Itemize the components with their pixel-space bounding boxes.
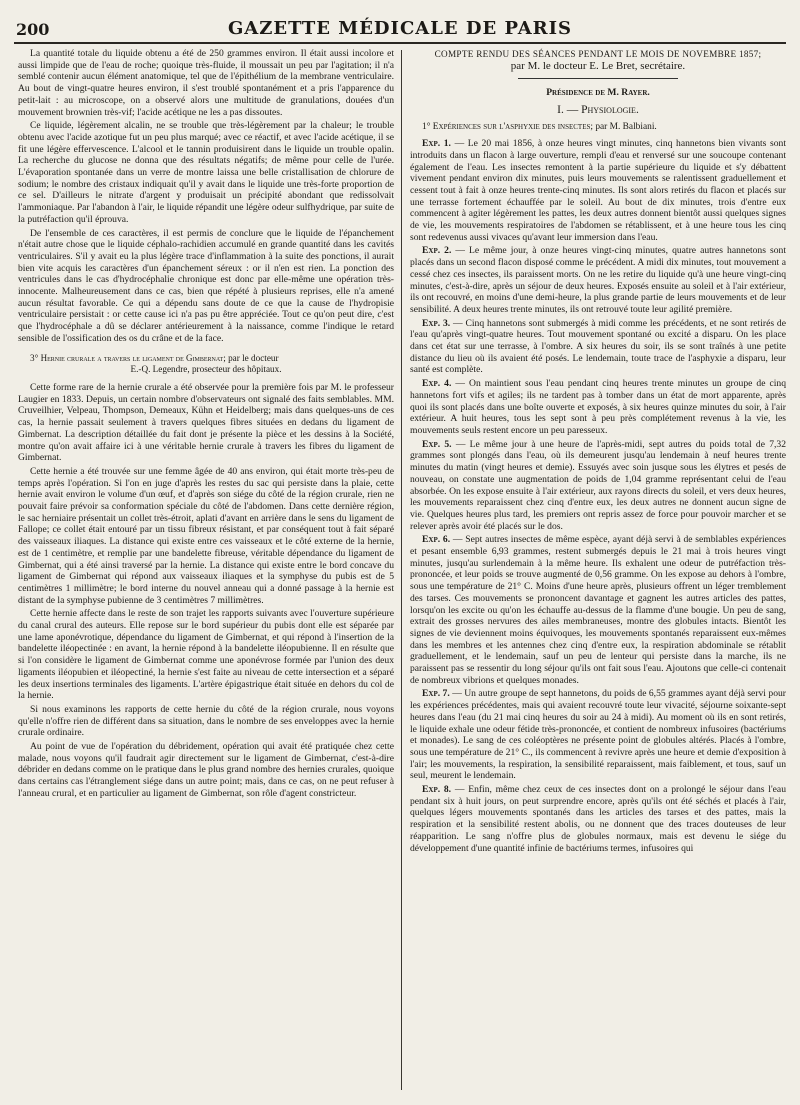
experiment-label: Exp. 8.: [422, 784, 452, 796]
section-author: E.-Q. Legendre, prosecteur des hôpitaux.: [130, 364, 282, 375]
experiment-paragraph: [410, 534, 786, 686]
experiment-paragraph: [410, 245, 786, 315]
experiment-text: — Le 20 mai 1856, à onze heures vingt minutes, cinq hannetons bien vivants sont introduits dans un flacon à large ouverture, rempli d'eau et renversé sur une soucoupe contenant également de l'eau. Les insectes remontent à la partie supérieure du liquide et s'y débattent vivement pendant environ dix minutes, puis leurs mouvements se ralentissent graduellement et cessent tout à fait à onze heures trente-cinq minutes. Ils sont alors retirés du flacon et placés sur une terrasse fortement échauffée par le soleil. Au bout de dix minutes, trois d'entre eux commencent à agiter légèrement les pattes, les deux autres donnent bientôt aussi quelques signes de vie, les mouvements respiratoires de l'abdomen se rétablissent, et à une heure tous les cinq sont redevenus aussi vivaces qu'avant leur immersion dans l'eau.: [410, 138, 786, 243]
section-number: 3°: [30, 352, 39, 363]
sub-title-author: ; par M. Balbiani.: [590, 122, 657, 133]
experiment-paragraph: [410, 138, 786, 243]
experiment-label: Exp. 2.: [422, 245, 452, 257]
experiment-text: — Cinq hannetons sont submergés à midi comme les précédents, et ne sont retirés de l'eau qu'après vingt-quatre heures. Tout mouvement spontané ou excité a disparu. On les place dans cet état sur une terrasse, à l'ombre. A six heures du soir, ils se sont traînés à une petite distance du lieu où ils avaient été posés. Le lendemain, toute trace de l'asphyxie a disparu, leur santé est complète.: [410, 317, 786, 376]
experiment-paragraph: [410, 378, 786, 437]
experiment-text: — Le même jour à une heure de l'après-midi, sept autres du poids total de 7,32 grammes sont plongés dans l'eau, où ils demeurent jusqu'au lendemain à neuf heures trente minutes du matin (vingt heures et demie). Essuyés avec soin jusque sous les élytres et pesés de nouveau, on constate une augmentation de poids de 1,04 gramme représentant celui de l'eau absorbée. On les expose ensuite à l'air extérieur, aux rayons directs du soleil, et vers deux heures, les mouvements reparaissent chez cinq d'entre eux, les deux autres ne donnent aucun signe de vie. Quelques heures plus tard, les premiers ont repris assez de force pour pouvoir marcher et se relever après avoir été placés sur le dos.: [410, 438, 786, 532]
sub-title-asphyxie: [410, 122, 786, 134]
report-title: COMPTE RENDU DES SÉANCES PENDANT LE MOIS DE NOVEMBRE 1857;: [434, 49, 762, 59]
journal-title: GAZETTE MÉDICALE DE PARIS: [227, 18, 573, 39]
experiment-label: Exp. 4.: [422, 378, 452, 390]
experiment-paragraph: [410, 784, 786, 854]
experiment-paragraph: [410, 439, 786, 533]
paragraph: Cette hernie a été trouvée sur une femme âgée de 40 ans environ, qui était morte très-peu de temps après l'opération. Si l'on en juge d'après les restes du sac qui persiste dans la plaie, cette hernie avait environ le volume d'un œuf, et d'après son siége du côté de la région crurale, rien ne pouvait faire prévoir sa conformation spéciale du côté de l'abdomen. Dans cette dernière région, le sac herniaire présentait un collet très-étroit, aplati d'avant en arrière dans le sens du ligament de Fallope; ce collet était entouré par un tissu fibreux résistant, et par conséquent tout à fait séparé des vaisseaux iliaques. La distance qui existe entre ces vaisseaux et le côté externe de la hernie, est de 1 centimètre, et remplie par une bandelette fibreuse, véritable dépendance du ligament de Gimbernat, qui a été ainsi traversé par la hernie. La distance qui existe entre le bord concave du ligament de Gimbernat qui répond aux vaisseaux iliaques et la symphyse du pubis est de 5 centimètres 1 millimètre; le bord interne du nouvel anneau qui a donné passage à la hernie est distant de la symphyse pubienne de 3 centimètres 7 millimètres.: [18, 465, 394, 606]
paragraph: Si nous examinons les rapports de cette hernie du côté de la région crurale, nous voyons qu'elle n'offre rien de différent dans sa situation, dans le nombre de ses enveloppes avec la hernie crurale ordinaire.: [18, 703, 394, 739]
part-title-physiologie: I. — Physiologie.: [557, 103, 639, 116]
report-header: [410, 48, 786, 72]
page-number: 200: [16, 20, 50, 39]
right-column: [410, 48, 786, 1093]
experiment-label: Exp. 7.: [422, 688, 450, 700]
paragraph: Ce liquide, légèrement alcalin, ne se trouble que très-légèrement par la chaleur; le trouble obtenu avec l'acide azotique fut un peu plus marqué; avec ce réactif, et avec l'acide acétique, il se fit une légère effervescence. L'alcool et le tannin produisirent dans le liquide un trouble opalin. La recherche du glucose ne donna que des résultats négatifs; de même pour celle de l'urée. L'évaporation spontanée dans un verre de montre laissa une belle cristallisation de chlorure de sodium; le nombre des cristaux indiquait qu'il y avait dans le liquide une très-forte proportion de ce sel. D'ailleurs le nitrate d'argent y produisait un précipité abondant que redissolvait l'ammoniaque. Par l'abandon à l'air, le liquide répandit une légère odeur sulfhydrique, par suite de la putréfaction qu'il éprouva.: [18, 120, 394, 225]
experiment-text: — Enfin, même chez ceux de ces insectes dont on a prolongé le séjour dans l'eau pendant six à huit jours, on peut surprendre encore, après qu'ils ont été séchés et placés à l'air, quelques légers mouvements spontanés dans les articles des tarses et des pattes, mais la respiration et la sensibilité restent abolis, ou ne donnent que des traces douteuses de leur réapparition. Le sang n'offre plus de globules normaux, mais est devenu le siége du développement d'une quantité infinie de bactériums termes, infusoires qui: [410, 784, 786, 854]
left-column: [18, 48, 394, 1093]
paragraph: Cette forme rare de la hernie crurale a été observée pour la première fois par M. le professeur Laugier en 1833. Depuis, un certain nombre d'observateurs ont signalé des faits semblables. MM. Cruveilhier, Velpeau, Thompson, Demeaux, Kühn et Heidelberg; mais dans quelques-uns de ces cas, la hernie passait seulement à travers quelques fibres situées en dedans du ligament de Gimbernat. La description détaillée du fait dont je présente la pièce et les dessins à la Société, montre qu'on avait affaire ici à une véritable hernie crurale à travers les fibres du ligament de Gimbernat.: [18, 381, 394, 464]
experiment-label: Exp. 3.: [422, 317, 451, 329]
experiment-label: Exp. 5.: [422, 438, 452, 450]
sub-title-heading: Expériences sur l'asphyxie des insectes: [432, 122, 591, 133]
experiment-text: — On maintient sous l'eau pendant cinq heures trente minutes un groupe de cinq hannetons fort vifs et agiles; ils ne tardent pas à tomber dans un état de mort apparente, après quoi ils sont placés dans une boîte ouverte et exposés, à six heures quinze minutes du soir, à l'air extérieur. A huit heures, tous les sept sont à peu près complétement revenus à la vie, les mouvements seuls restent encore un peu paresseux.: [410, 378, 786, 436]
sub-title-number: 1°: [422, 122, 431, 133]
column-divider: [401, 50, 402, 1090]
paragraph: Cette hernie affecte dans le reste de son trajet les rapports suivants avec l'ouverture supérieure du canal crural des auteurs. Elle repose sur le bord supérieur du pubis dont elle est séparée par une lame aponévrotique, dépendance du ligament de Gimbernat, et qui répond à l'insertion de la bandelette iléopectinée : en avant, la hernie répond à la bandelette iléopubienne. Il en résulte que si l'on considère le ligament de Gimbernat comme une aponévrose formée par l'union des deux ligaments iléopubien et iléopectiné, la hernie s'est faite au niveau de cette intersection et a séparé les deux insertions terminales des ligaments. L'artère épigastrique était située en dehors du col de la hernie.: [18, 608, 394, 702]
experiment-paragraph: [410, 318, 786, 377]
section-heading-rest: ; par le docteur: [223, 352, 279, 363]
divider: [518, 78, 678, 79]
experiment-label: Exp. 1.: [422, 138, 451, 150]
experiment-text: — Sept autres insectes de même espèce, ayant déjà servi à de semblables expériences et pesant ensemble 6,93 grammes, restent submergés depuis le 21 mai à trois heures vingt minutes, jusqu'au surlendemain à la même heure. Ils exhalent une odeur de putréfaction très-prononcée, et leur poids se trouve augmenté de 0,56 gramme. On les expose au dehors à l'ombre, sous une température de 21° C. Moins d'une heure après, plusieurs offrent un léger tremblement des tarses. Ces mouvements se prononcent davantage et gagnent les autres articles des pattes, lorsqu'on les excite ou qu'on les échauffe au-dessus de la flamme d'une bougie. Un peu de sang, extrait des grosses nervures des ailes membraneuses, montre des globules intacts. Bientôt les signes de vie deviennent moins équivoques, les mouvements spontanés reparaissent eux-mêmes dans les membres et les antennes chez cinq d'entre eux, la respiration abdominale se rétablit graduellement, et le lendemain, sauf un peu de lenteur qui persiste dans la marche, ils ne paraissent pas se ressentir du long séjour qu'ils ont fait sous l'eau. Ajoutons que celle-ci contenait de nombreux vibrions et quelques monades.: [410, 534, 786, 686]
experiment-label: Exp. 6.: [422, 534, 451, 546]
presidence-line: Présidence de M. Rayer.: [546, 87, 650, 98]
experiment-paragraph: [410, 688, 786, 782]
paragraph: Au point de vue de l'opération du débridement, opération qui avait été pratiquée chez cette malade, nous voyons qu'il faudrait agir directement sur le ligament de Gimbernat, c'est-à-dire débrider en dedans comme on le pratique dans le plus grand nombre des hernies crurales, quoique dans certains cas l'étranglement siége dans un autre point; mais, dans ce cas, on ne peut refuser à l'anneau crural, et en particulier au ligament de Gimbernat, son rôle d'agent constricteur.: [18, 741, 394, 799]
paragraph: La quantité totale du liquide obtenu a été de 250 grammes environ. Il était aussi incolore et aussi limpide que de l'eau de roche; quoique très-fluide, il moussait un peu par l'agitation; il n'a semblé contenir aucun élément anatomique, tel que de l'épithélium de la membrane ventriculaire. Au bout de vingt-quatre heures environ, il s'est troublé spontanément et a pris l'apparence du petit-lait : au microscope, on a observé alors une multitude de granulations, douées d'un mouvement brownien très-vif; l'acide acétique ne les a pas dissoutes.: [18, 48, 394, 118]
paragraph: De l'ensemble de ces caractères, il est permis de conclure que le liquide de l'épanchement n'était autre chose que le liquide céphalo-rachidien accumulé en grande quantité dans les cavités ventriculaires. S'il y avait eu la plus légère trace d'inflammation à la suite des ponctions, il aurait bien vite acquis les caractères d'un épanchement séreux : or il n'en est rien. La ponction des ventricules dans le cas d'hydrocéphalie chronique est donc par elle-même une opération très-innocente. Malheureusement dans ce cas, bien que répété à plusieurs reprises, elle n'a amené aucun résultat favorable. Ce qui a dépendu sans doute de ce que la cause de l'hydropisie ventriculaire persistait : or cette cause ici n'a pas pu être appréciée. Tout ce qu'on peut dire, c'est que l'hydrocéphale a dû se déclarer antérieurement à la naissance, comme l'indique le retard sensible de l'ossification des os du crâne et de la face.: [18, 227, 394, 344]
report-secretary: par M. le docteur E. Le Bret, secrétaire.: [510, 60, 686, 72]
section-heading: Hernie crurale a travers le ligament de Gimbernat: [40, 352, 224, 363]
page-header: [14, 18, 786, 44]
section-title-hernie: [18, 353, 394, 376]
experiment-text: — Un autre groupe de sept hannetons, du poids de 6,55 grammes ayant déjà servi pour les expériences précédentes, mais qui avaient recouvré toute leur vivacité, séjourne soixante-sept heures dans l'eau (du 21 mai cinq heures du soir au 24 à midi). Au moment où ils en sont retirés, le liquide exhale une odeur fétide très-prononcée, et contient de nombreux infusoires (bactériums et monades). Le sang de ces coléoptères ne présente point de globules altérés. Placés à l'ombre, sous une température de 21° C., ils commencent à revivre après une heure et demie d'exposition à l'air; les mouvements, la respiration, la sensibilité reparaissent, mais faiblement, et tous, sauf un seul, meurent le lendemain.: [410, 688, 786, 782]
experiment-text: — Le même jour, à onze heures vingt-cinq minutes, quatre autres hannetons sont placés dans un second flacon disposé comme le précédent. A midi dix minutes, tout mouvement a cessé chez ces insectes, ils paraissent morts. On ne les retire du liquide qu'à une heure vingt-cinq minutes, c'est-à-dire, après un séjour de deux heures. Exposés ensuite au soleil et à l'air extérieur, ils ont recouvré, en moins d'une demi-heure, la plus grande partie de leurs mouvements et de leur sensibilité. A deux heures trente minutes, ils ont retrouvé toute leur agilité première.: [410, 245, 786, 315]
